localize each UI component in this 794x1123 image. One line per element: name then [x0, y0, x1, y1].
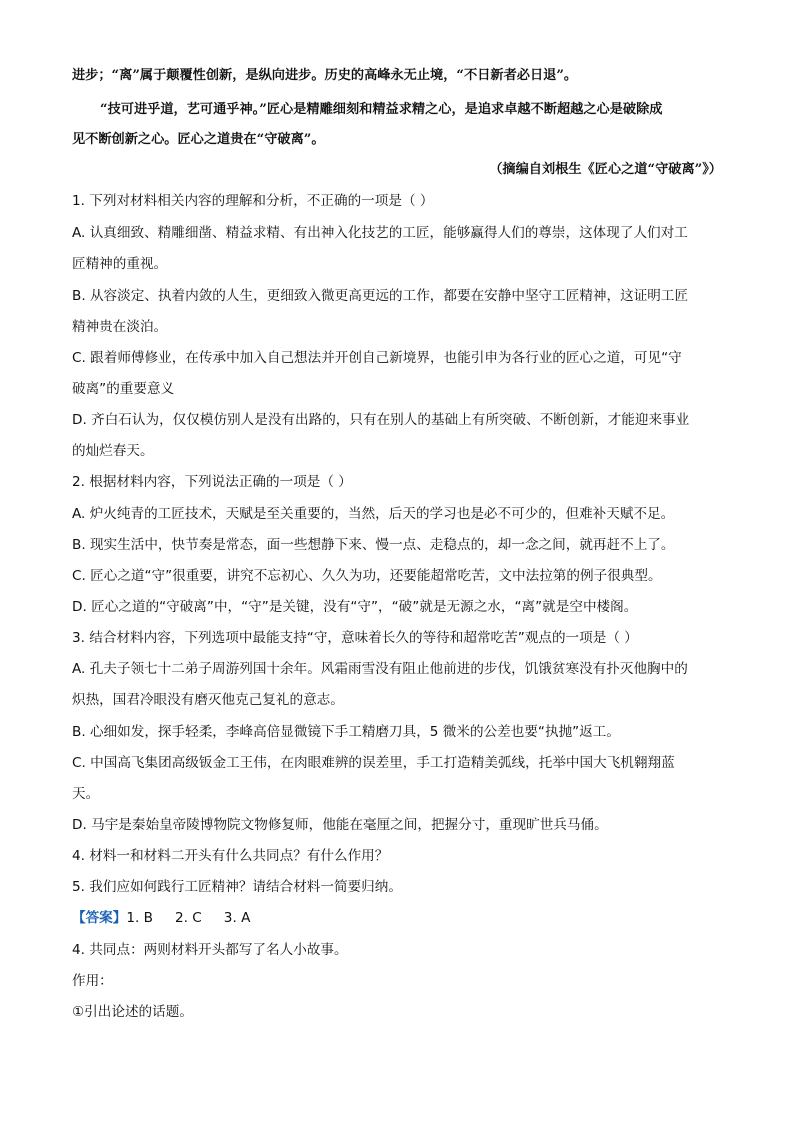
question-1-option-d-cont: 的灿烂春天。 — [72, 443, 154, 459]
question-1-stem: 1. 下列对材料相关内容的理解和分析，不正确的一项是（ ） — [72, 193, 434, 209]
question-1-option-a-cont: 匠精神的重视。 — [72, 256, 168, 272]
question-2-option-d: D. 匠心之道的“守破离”中，“守”是关键，没有“守”，“破”就是无源之水，“离”就是空中楼阁。 — [72, 599, 638, 615]
answer-3: 3. A — [223, 910, 251, 926]
question-2-option-a: A. 炉火纯青的工匠技术，天赋是至关重要的，当然，后天的学习也是必不可少的，但难补天赋不足。 — [72, 506, 675, 522]
question-1-option-d: D. 齐白石认为，仅仅模仿别人是没有出路的，只有在别人的基础上有所突破、不断创新，才能迎来事业 — [72, 412, 690, 428]
question-5-stem: 5. 我们应如何践行工匠精神？请结合材料一简要归纳。 — [72, 879, 402, 895]
material-text-line: 进步；“离”属于颠覆性创新，是纵向进步。历史的高峰永无止境，“不日新者必日退”。 — [72, 68, 578, 83]
question-3-option-a: A. 孔夫子领七十二弟子周游列国十余年。风霜雨雪没有阻止他前进的步伐，饥饿贫寒没有扑灭他胸中的 — [72, 661, 688, 677]
material-text-line: “技可进乎道，艺可通乎神。”匠心是精雕细刻和精益求精之心，是追求卓越不断超越之心是破除成 — [100, 102, 663, 117]
question-1-option-b-cont: 精神贵在淡泊。 — [72, 319, 168, 335]
question-2-stem: 2. 根据材料内容，下列说法正确的一项是（ ） — [72, 474, 352, 490]
answer-4-effect-label: 作用： — [72, 973, 113, 989]
question-1-option-a: A. 认真细致、精雕细凿、精益求精、有出神入化技艺的工匠，能够赢得人们的尊崇，这体现了人们对工 — [72, 225, 688, 241]
question-3-option-d: D. 马宇是秦始皇帝陵博物院文物修复师，他能在毫厘之间，把握分寸，重现旷世兵马俑。 — [72, 817, 608, 833]
question-1-option-c-cont: 破离”的重要意义 — [72, 381, 175, 397]
question-3-option-a-cont: 炽热，国君冷眼没有磨灭他克己复礼的意志。 — [72, 692, 344, 708]
question-2-option-b: B. 现实生活中，快节奏是常态，面一些想静下来、慢一点、走稳点的，却一念之间，就再赶不上了。 — [72, 537, 675, 553]
answer-line — [72, 908, 250, 928]
material-text-line: 见不断创新之心。匠心之道贵在“守破离”。 — [72, 132, 325, 147]
question-3-option-c-cont: 天。 — [72, 786, 100, 802]
answer-2: 2. C — [175, 910, 202, 926]
question-3-option-c: C. 中国高飞集团高级钣金工王伟，在肉眼难辨的误差里，手工打造精美弧线，托举中国大飞机翱翔蓝 — [72, 755, 675, 771]
question-1-option-b: B. 从容淡定、执着内敛的人生，更细致入微更高更远的工作，都要在安静中坚守工匠精神，这证明工匠 — [72, 288, 689, 304]
question-3-stem: 3. 结合材料内容，下列选项中最能支持“守，意味着长久的等待和超常吃苦”观点的一项是（ ） — [72, 630, 638, 646]
question-4-stem: 4. 材料一和材料二开头有什么共同点？有什么作用？ — [72, 848, 389, 864]
answer-4-effect-item: ①引出论述的话题。 — [72, 1004, 193, 1020]
material-source: （摘编自刘根生《匠心之道“守破离”》） — [489, 162, 722, 177]
answer-tag: 【答案】 — [72, 910, 127, 926]
question-3-option-b: B. 心细如发，探手轻柔，李峰高倍显微镜下手工精磨刀具，5 微米的公差也要“执抛”返工。 — [72, 724, 620, 740]
question-1-option-c: C. 跟着师傅修业，在传承中加入自己想法并开创自己新境界，也能引申为各行业的匠心之道，可见“守 — [72, 350, 682, 366]
answer-4-common: 4. 共同点：两则材料开头都写了名人小故事。 — [72, 942, 348, 958]
question-2-option-c: C. 匠心之道“守”很重要，讲究不忘初心、久久为功，还要能超常吃苦，文中法拉第的例子很典型。 — [72, 568, 662, 584]
answer-1: 1. B — [126, 910, 153, 926]
